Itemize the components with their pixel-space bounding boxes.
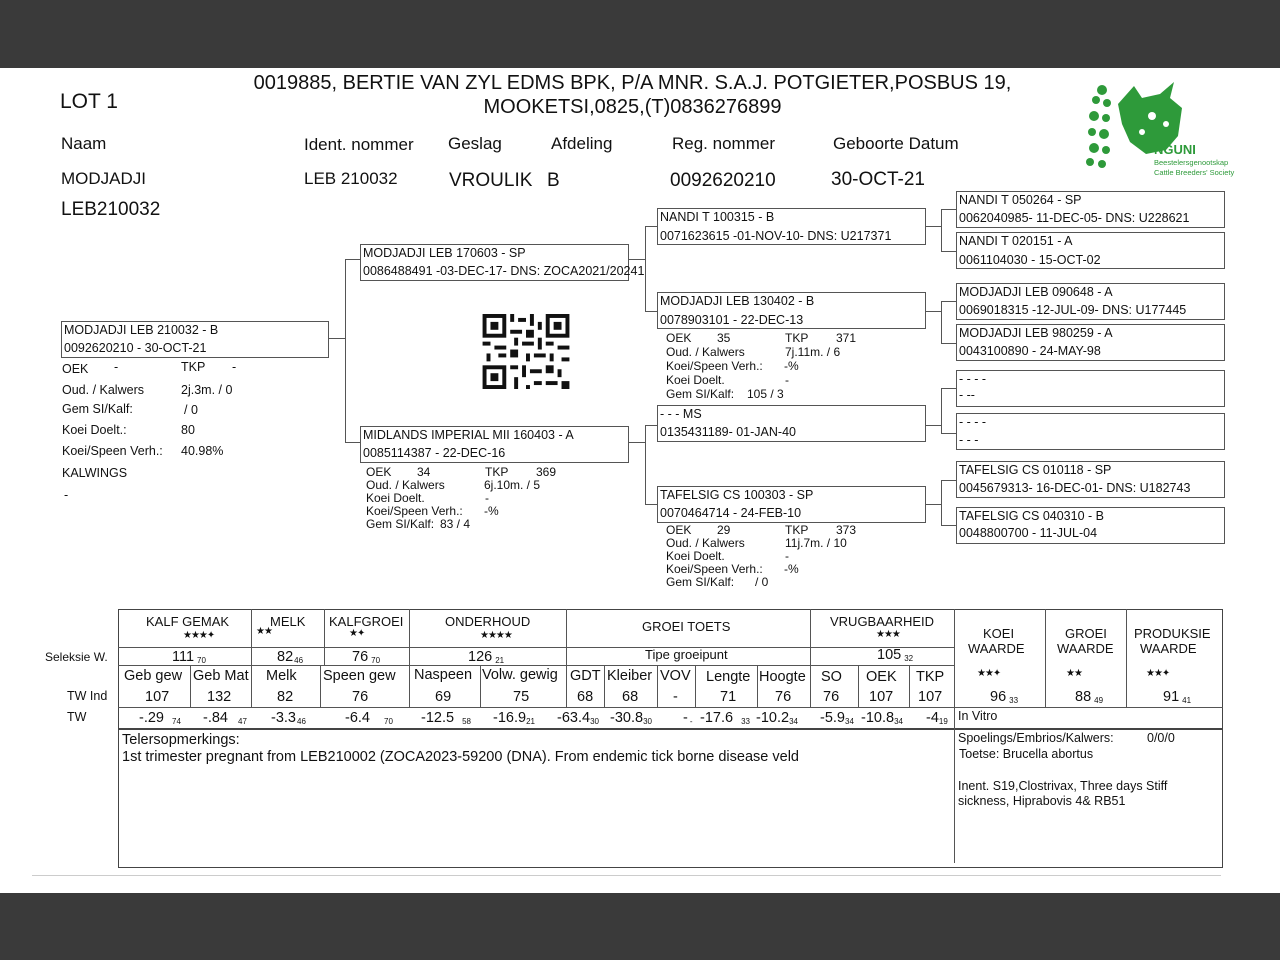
dd-tkp-label: TKP xyxy=(785,523,809,537)
stat-kalwings-label: KALWINGS xyxy=(62,466,128,480)
dds-box xyxy=(956,461,1225,498)
twind-value: 82 xyxy=(277,689,294,705)
ssd-detail: 0061104030 - 15-OCT-02 xyxy=(959,253,1101,267)
dd-gem: / 0 xyxy=(755,575,769,589)
dd-oek-label: OEK xyxy=(666,523,692,537)
inent-line-2: sickness, Hiprabovis 4& RB51 xyxy=(958,794,1126,808)
stat-koei: 80 xyxy=(181,423,195,437)
tw-value xyxy=(493,710,535,726)
dsd-box xyxy=(956,413,1225,450)
stat-gem: / 0 xyxy=(184,403,198,417)
stat-oek: - xyxy=(114,360,119,374)
row-label-tw: TW xyxy=(67,710,87,724)
sd-koei: - xyxy=(785,373,789,387)
dss-detail: - -- xyxy=(959,388,975,402)
sdd-detail: 0043100890 - 24-MAY-98 xyxy=(959,344,1101,358)
ssd-box xyxy=(956,232,1225,269)
tw-value xyxy=(271,710,306,726)
sd-gem-label: Gem SI/Kalf: xyxy=(666,387,735,401)
sd-tkp: 371 xyxy=(836,331,857,345)
tw-value xyxy=(756,710,798,726)
twind-value: 107 xyxy=(145,689,170,705)
stars-groei-waarde: ★★ xyxy=(1066,668,1082,679)
label-ident: Ident. nommer xyxy=(304,135,414,154)
stat-speen-label: Koei/Speen Verh.: xyxy=(62,444,163,458)
logo-society-en: Cattle Breeders' Society xyxy=(1154,168,1235,177)
dam-box xyxy=(360,426,629,463)
twind-value: 71 xyxy=(720,689,737,705)
produksie-waarde-2: WAARDE xyxy=(1140,641,1197,656)
sd-speen: -% xyxy=(784,359,799,373)
stars-kalfgroei: ★✦ xyxy=(349,628,365,639)
ds-box xyxy=(657,405,926,442)
tw-value xyxy=(203,710,247,726)
dam-tkp-label: TKP xyxy=(485,465,509,479)
stat-tkp: - xyxy=(232,360,237,374)
tw-value-num: -16.9 xyxy=(493,710,527,726)
stat-koei-label: Koei Doelt.: xyxy=(62,423,127,437)
ddd-box xyxy=(956,507,1225,544)
animal-detail: 0092620210 - 30-OCT-21 xyxy=(64,341,207,355)
remarks-title: Telersopmerkings: xyxy=(122,732,240,748)
sd-box xyxy=(657,292,926,329)
dd-oek: 29 xyxy=(717,523,731,537)
col-name: Naspeen xyxy=(414,667,473,683)
sw-vrugbaarheid-acc: 32 xyxy=(904,654,914,663)
tw-value-acc: 34 xyxy=(789,717,798,726)
sw-kalfgroei xyxy=(352,649,380,665)
col-name: Lengte xyxy=(706,669,751,685)
koei-waarde-2: WAARDE xyxy=(968,641,1025,656)
index-koei-value: 96 xyxy=(990,689,1007,705)
index-produksie-acc: 41 xyxy=(1182,696,1192,705)
stars-koei-waarde: ★★✦ xyxy=(977,668,1001,679)
lot-number: LOT 1 xyxy=(60,90,118,113)
sw-vrugbaarheid xyxy=(877,647,913,663)
breeder-line-2: MOOKETSI,0825,(T)0836276899 xyxy=(483,96,782,118)
tw-value-num: -30.8 xyxy=(610,710,644,726)
dam-oek: 34 xyxy=(417,465,431,479)
group-kalf-gemak: KALF GEMAK xyxy=(146,614,230,629)
stars-vrugbaarheid: ★★★ xyxy=(876,629,900,640)
group-melk: MELK xyxy=(270,614,306,629)
ds-detail: 0135431189- 01-JAN-40 xyxy=(660,425,796,439)
label-geboorte: Geboorte Datum xyxy=(833,134,959,153)
tw-value-num: -4 xyxy=(926,710,939,726)
sd-speen-label: Koei/Speen Verh.: xyxy=(666,359,763,373)
nguni-logo xyxy=(1082,76,1235,180)
dd-name: TAFELSIG CS 100303 - SP xyxy=(660,488,814,502)
ident-compact: LEB210032 xyxy=(61,199,161,220)
tw-value xyxy=(861,710,903,726)
tw-value xyxy=(557,710,599,726)
sd-oek-label: OEK xyxy=(666,331,692,345)
dd-detail: 0070464714 - 24-FEB-10 xyxy=(660,506,802,520)
sdd-box xyxy=(956,324,1225,361)
spoelings-label: Spoelings/Embrios/Kalwers: xyxy=(958,731,1114,745)
pedigree-certificate xyxy=(0,68,1280,893)
dd-koei-label: Koei Doelt. xyxy=(666,549,725,563)
twind-value: 107 xyxy=(918,689,943,705)
dam-gem-label: Gem SI/Kalf: xyxy=(366,517,435,531)
col-name: Geb gew xyxy=(124,668,183,684)
logo-title: NGUNI xyxy=(1154,142,1196,157)
twind-value: 76 xyxy=(352,689,369,705)
index-groei-acc: 49 xyxy=(1094,696,1104,705)
stars-onderhoud: ★★★★ xyxy=(480,630,512,641)
ssd-name: NANDI T 020151 - A xyxy=(959,234,1073,248)
tw-value-acc: 34 xyxy=(894,717,903,726)
tw-value-num: -3.3 xyxy=(271,710,296,726)
sw-onderhoud-value: 126 xyxy=(468,649,493,665)
sw-melk-acc: 46 xyxy=(294,656,304,665)
value-ident: LEB 210032 xyxy=(304,169,398,188)
col-name: Volw. gewig xyxy=(482,667,558,683)
sds-detail: 0069018315 -12-JUL-09- DNS: U177445 xyxy=(959,303,1187,317)
toetse: Toetse: Brucella abortus xyxy=(959,747,1094,761)
sds-box xyxy=(956,283,1225,320)
index-groei xyxy=(1075,689,1103,705)
col-name: OEK xyxy=(866,669,897,685)
in-vitro: In Vitro xyxy=(958,709,998,723)
dds-detail: 0045679313- 16-DEC-01- DNS: U182743 xyxy=(959,481,1191,495)
sire-name: MODJADJI LEB 170603 - SP xyxy=(363,246,526,260)
dd-koei: - xyxy=(785,549,789,563)
twind-value: 76 xyxy=(823,689,840,705)
sdd-name: MODJADJI LEB 980259 - A xyxy=(959,326,1113,340)
col-name: Hoogte xyxy=(759,669,806,685)
animal-name: MODJADJI LEB 210032 - B xyxy=(64,323,219,337)
ss-detail: 0071623615 -01-NOV-10- DNS: U217371 xyxy=(660,229,892,243)
dss-box xyxy=(956,370,1225,407)
sw-kalfgroei-value: 76 xyxy=(352,649,369,665)
sw-melk-value: 82 xyxy=(277,649,294,665)
stat-speen: 40.98% xyxy=(181,444,224,458)
tw-value-acc: 30 xyxy=(643,717,652,726)
tw-value xyxy=(926,710,948,726)
tw-value-acc: 19 xyxy=(938,717,948,726)
sire-detail: 0086488491 -03-DEC-17- DNS: ZOCA2021/20241 xyxy=(363,264,645,278)
tw-value-acc: 47 xyxy=(238,717,247,726)
stat-tkp-label: TKP xyxy=(181,360,206,374)
col-name: TKP xyxy=(916,669,945,685)
dam-gem: 83 / 4 xyxy=(440,517,471,531)
tw-value-acc: 34 xyxy=(845,717,854,726)
tw-value-num: -10.8 xyxy=(861,710,895,726)
sss-detail: 0062040985- 11-DEC-05- DNS: U228621 xyxy=(959,211,1190,225)
group-kalfgroei: KALFGROEI xyxy=(329,614,404,629)
twind-value: 68 xyxy=(622,689,639,705)
label-naam: Naam xyxy=(61,134,107,153)
tw-value-num: -.84 xyxy=(203,710,228,726)
tw-value-num: -.29 xyxy=(139,710,164,726)
col-name: Melk xyxy=(266,668,297,684)
col-name: GDT xyxy=(570,668,601,684)
dd-speen: -% xyxy=(784,562,799,576)
twind-value: 132 xyxy=(207,689,232,705)
value-reg: 0092620210 xyxy=(670,170,776,191)
sw-onderhoud-acc: 21 xyxy=(495,656,505,665)
sd-name: MODJADJI LEB 130402 - B xyxy=(660,294,815,308)
spoelings-value: 0/0/0 xyxy=(1147,731,1175,745)
twind-value: 69 xyxy=(435,689,452,705)
sd-oud: 7j.11m. / 6 xyxy=(785,345,841,359)
ds-name: - - - MS xyxy=(660,407,702,421)
tw-value-num: -63.4 xyxy=(557,710,591,726)
tw-value-acc: 30 xyxy=(590,717,599,726)
dam-speen-label: Koei/Speen Verh.: xyxy=(366,504,463,518)
tw-value xyxy=(700,710,750,726)
dam-oud: 6j.10m. / 5 xyxy=(484,478,541,492)
tw-value xyxy=(345,710,393,726)
tw-value-num: -5.9 xyxy=(820,710,845,726)
dd-gem-label: Gem SI/Kalf: xyxy=(666,575,735,589)
dam-oek-label: OEK xyxy=(366,465,392,479)
sw-kalf-gemak xyxy=(172,649,206,665)
ss-box xyxy=(657,208,926,245)
sss-name: NANDI T 050264 - SP xyxy=(959,193,1082,207)
col-name: Kleiber xyxy=(607,668,653,684)
logo-society-af: Beestelersgenootskap xyxy=(1154,158,1229,167)
label-geslag: Geslag xyxy=(448,134,502,153)
ddd-name: TAFELSIG CS 040310 - B xyxy=(959,509,1104,523)
stars-kalf-gemak: ★★★✦ xyxy=(183,630,215,641)
twind-value: - xyxy=(673,689,678,705)
remarks-text: 1st trimester pregnant from LEB210002 (ZOCA2023-59200 (DNA). From endemic tick borne disease veld xyxy=(122,749,799,765)
sd-tkp-label: TKP xyxy=(785,331,809,345)
dd-speen-label: Koei/Speen Verh.: xyxy=(666,562,763,576)
label-reg: Reg. nommer xyxy=(672,134,775,153)
twind-value: 68 xyxy=(577,689,594,705)
twind-value: 107 xyxy=(869,689,894,705)
twind-value: 76 xyxy=(775,689,792,705)
dam-speen: -% xyxy=(484,504,499,518)
tw-value-acc: 74 xyxy=(172,717,181,726)
label-afdeling: Afdeling xyxy=(551,134,613,153)
tw-value-acc: 70 xyxy=(384,717,393,726)
dam-koei-label: Koei Doelt. xyxy=(366,491,425,505)
tw-value-num: -10.2 xyxy=(756,710,790,726)
col-name: VOV xyxy=(660,668,691,684)
tw-value-acc: 33 xyxy=(741,717,750,726)
sw-melk xyxy=(277,649,303,665)
sd-detail: 0078903101 - 22-DEC-13 xyxy=(660,313,804,327)
tw-value xyxy=(421,710,471,726)
sw-kalf-gemak-value: 111 xyxy=(172,649,195,665)
row-label-twind: TW Ind xyxy=(67,689,108,703)
stars-melk: ★★ xyxy=(256,626,272,637)
tw-value xyxy=(683,710,693,726)
stat-oud: 2j.3m. / 0 xyxy=(181,383,233,397)
dd-oud-label: Oud. / Kalwers xyxy=(666,536,745,550)
sw-vrugbaarheid-value: 105 xyxy=(877,647,902,663)
col-name: SO xyxy=(821,669,842,685)
tw-value-num: - xyxy=(683,710,688,726)
dsd-name: - - - - xyxy=(959,415,987,429)
tw-value-num: -17.6 xyxy=(700,710,734,726)
groei-waarde-1: GROEI xyxy=(1065,626,1107,641)
col-name: Speen gew xyxy=(323,668,396,684)
sire-box xyxy=(360,244,645,281)
value-geslag: VROULIK xyxy=(449,170,533,191)
sd-oek: 35 xyxy=(717,331,731,345)
group-groei-toets: GROEI TOETS xyxy=(642,619,731,634)
koei-waarde-1: KOEI xyxy=(983,626,1015,641)
sd-koei-label: Koei Doelt. xyxy=(666,373,725,387)
ss-name: NANDI T 100315 - B xyxy=(660,210,775,224)
groei-waarde-2: WAARDE xyxy=(1057,641,1114,656)
stat-oud-label: Oud. / Kalwers xyxy=(62,383,144,397)
breeder-line-1: 0019885, BERTIE VAN ZYL EDMS BPK, P/A MNR. S.A.J. POTGIETER,POSBUS 19, xyxy=(253,72,1012,94)
stat-kalwings: - xyxy=(64,488,69,502)
group-onderhoud: ONDERHOUD xyxy=(445,614,531,629)
dd-tkp: 373 xyxy=(836,523,857,537)
index-produksie-value: 91 xyxy=(1163,689,1180,705)
stars-produksie-waarde: ★★✦ xyxy=(1146,668,1170,679)
dss-name: - - - - xyxy=(959,372,987,386)
value-afdeling: B xyxy=(547,170,560,191)
sd-gem: 105 / 3 xyxy=(747,387,784,401)
dam-oud-label: Oud. / Kalwers xyxy=(366,478,445,492)
sw-onderhoud xyxy=(468,649,504,665)
value-geboorte: 30-OCT-21 xyxy=(831,169,925,190)
sss-box xyxy=(956,191,1225,228)
tipe-groeipunt: Tipe groeipunt xyxy=(645,647,728,662)
value-naam: MODJADJI xyxy=(61,169,146,188)
dam-name: MIDLANDS IMPERIAL MII 160403 - A xyxy=(363,428,574,442)
tw-value-acc: 21 xyxy=(526,717,535,726)
sds-name: MODJADJI LEB 090648 - A xyxy=(959,285,1113,299)
tw-value xyxy=(610,710,652,726)
stat-gem-label: Gem SI/Kalf: xyxy=(62,402,133,416)
sw-kalf-gemak-acc: 70 xyxy=(197,656,206,665)
dd-box xyxy=(657,486,926,523)
tw-value xyxy=(139,710,181,726)
index-koei xyxy=(990,689,1018,705)
inent-line-1: Inent. S19,Clostrivax, Three days Stiff xyxy=(958,779,1168,793)
sd-oud-label: Oud. / Kalwers xyxy=(666,345,745,359)
tw-value xyxy=(820,710,854,726)
dam-koei: - xyxy=(485,491,489,505)
dsd-detail: - - - xyxy=(959,433,979,447)
dd-oud: 11j.7m. / 10 xyxy=(785,536,847,550)
sw-kalfgroei-acc: 70 xyxy=(371,656,381,665)
dam-tkp: 369 xyxy=(536,465,557,479)
stat-oek-label: OEK xyxy=(62,362,89,376)
qr-code xyxy=(482,314,570,389)
dam-detail: 0085114387 - 22-DEC-16 xyxy=(363,446,506,460)
tw-value-num: -6.4 xyxy=(345,710,370,726)
tw-value-acc: 58 xyxy=(462,717,471,726)
group-vrugbaarheid: VRUGBAARHEID xyxy=(830,614,935,629)
tw-value-num: -12.5 xyxy=(421,710,455,726)
row-label-seleksie: Seleksie W. xyxy=(45,650,108,664)
index-koei-acc: 33 xyxy=(1009,696,1019,705)
twind-value: 75 xyxy=(513,689,530,705)
index-produksie xyxy=(1163,689,1191,705)
produksie-waarde-1: PRODUKSIE xyxy=(1134,626,1211,641)
tw-value-acc: - xyxy=(689,717,693,726)
animal-box xyxy=(61,321,329,358)
col-name: Geb Mat xyxy=(193,668,249,684)
ddd-detail: 0048800700 - 11-JUL-04 xyxy=(959,526,1098,540)
tw-value-acc: 46 xyxy=(297,717,306,726)
index-groei-value: 88 xyxy=(1075,689,1092,705)
dds-name: TAFELSIG CS 010118 - SP xyxy=(959,463,1112,477)
